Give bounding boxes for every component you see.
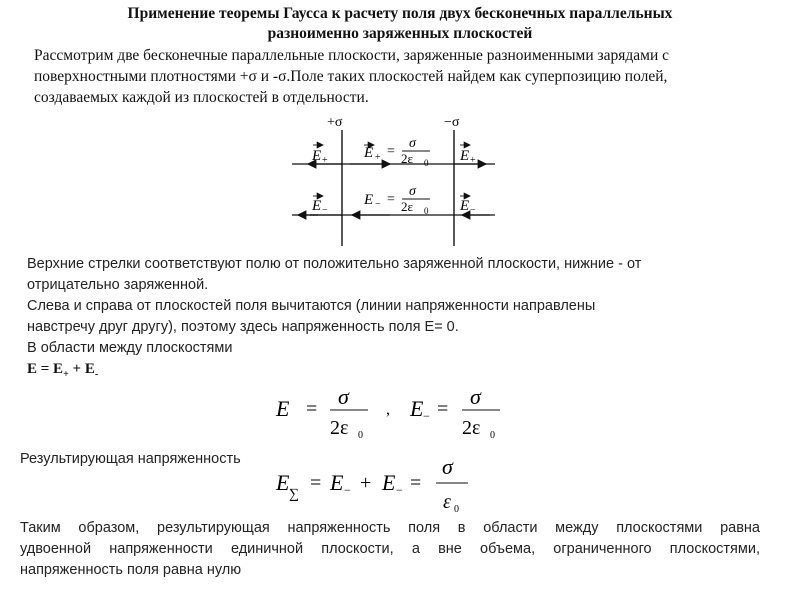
explanation-line-4: навстречу друг другу), поэтому здесь напряженность поля E= 0. — [27, 319, 459, 335]
label-e-minus-right — [459, 196, 476, 216]
sum-formula: $E = E_+ + E_-$ — [27, 361, 99, 380]
label-e-plus-left — [311, 145, 328, 166]
explanation-line-1: Верхние стрелки соответствуют полю от положительно заряженной плоскости, нижние - от — [27, 256, 642, 272]
svg-text:E: E — [364, 192, 374, 208]
formula2-term2: E — [382, 470, 396, 495]
svg-text:2ε: 2ε — [401, 151, 413, 166]
label-e-minus-left — [311, 196, 328, 216]
formula1-comma: , — [386, 401, 390, 418]
formula2-term1-sub: − — [344, 483, 351, 497]
intro-line-3: создаваемых каждой из плоскостей в отдельности. — [34, 89, 369, 106]
title-line-1: Применение теоремы Гаусса к расчету поля двух бесконечных параллельных — [127, 5, 673, 22]
formula1-e-minus: E — [410, 396, 424, 421]
formula1-e-minus-sub: − — [423, 409, 430, 423]
formula2-plus: + — [360, 472, 372, 494]
intro-line-1: Рассмотрим две бесконечные параллельные плоскости, заряженные разноименными зарядами с — [34, 47, 670, 64]
conclusion-line-1: Таким образом, результирующая напряженность поля в области между плоскостями равна — [20, 520, 760, 536]
svg-text:=: = — [387, 144, 395, 159]
formula2-sigma: σ — [442, 456, 453, 479]
formula1-denominator-sub-2: 0 — [490, 430, 495, 441]
formula2-eq: = — [310, 472, 322, 494]
planes-field-diagram — [290, 114, 500, 246]
svg-text:E: E — [312, 198, 322, 214]
label-e-plus-right — [459, 145, 476, 166]
intro-paragraph — [34, 45, 774, 108]
explanation-line-3: Слева и справа от плоскостей поля вычитаются (линии напряженности направлены — [27, 298, 596, 314]
svg-text:+: + — [375, 152, 381, 163]
formula-resulting-field — [272, 456, 482, 516]
left-plane-label: +σ — [327, 115, 343, 130]
formula1-e: E — [276, 396, 290, 421]
intro-line-2: поверхностными плотностями +σ и -σ.Поле таких плоскостей найдем как суперпозицию полей, — [34, 68, 668, 85]
formula2-term1: E — [330, 470, 344, 495]
explanation-paragraph — [27, 254, 767, 359]
svg-text:σ: σ — [409, 184, 416, 199]
svg-text:2ε: 2ε — [401, 199, 413, 214]
formula2-sum-sub: ∑ — [289, 487, 299, 502]
svg-text:σ: σ — [409, 136, 416, 151]
svg-text:=: = — [387, 192, 395, 207]
formula1-denominator-2: 2ε — [462, 417, 481, 439]
svg-text:0: 0 — [424, 206, 429, 216]
formula2-e: E — [276, 470, 290, 495]
formula2-epsilon: ε — [443, 491, 451, 513]
svg-text:E: E — [364, 145, 374, 161]
formula1-denominator-sub: 0 — [358, 430, 363, 441]
explanation-line-5: В области между плоскостями — [27, 340, 233, 356]
conclusion-paragraph — [20, 518, 760, 581]
formula1-sigma: σ — [338, 384, 349, 409]
formula2-eq-2: = — [410, 472, 422, 494]
svg-text:+: + — [470, 155, 476, 166]
formula2-term2-sub: − — [396, 483, 403, 497]
explanation-line-2: отрицательно заряженной. — [27, 277, 209, 293]
label-e-minus-middle — [363, 184, 430, 216]
title-line-2: разноименно заряженных плоскостей — [267, 25, 533, 42]
page-title — [0, 4, 800, 44]
right-plane-label: −σ — [444, 115, 460, 130]
resulting-label: Результирующая напряженность — [20, 451, 241, 467]
formula1-denominator: 2ε — [330, 417, 349, 439]
formula1-eq-2: = — [437, 398, 449, 420]
formula2-epsilon-sub: 0 — [454, 504, 459, 515]
formula1-sigma-2: σ — [470, 384, 481, 409]
formula1-eq: = — [306, 398, 318, 420]
svg-text:−: − — [322, 205, 328, 216]
svg-text:+: + — [322, 155, 328, 166]
svg-text:0: 0 — [424, 158, 429, 168]
svg-text:E: E — [312, 148, 322, 164]
svg-text:E: E — [460, 198, 470, 214]
svg-text:E: E — [460, 148, 470, 164]
formula-field-between — [272, 380, 512, 442]
conclusion-line-3: напряженность поля равна нулю — [20, 562, 242, 578]
svg-text:−: − — [470, 205, 476, 216]
svg-text:−: − — [375, 199, 381, 210]
label-e-plus-middle — [363, 136, 430, 168]
conclusion-line-2: удвоенной напряженности единичной плоскости, а вне объема, ограниченного плоскостями, — [20, 541, 760, 557]
